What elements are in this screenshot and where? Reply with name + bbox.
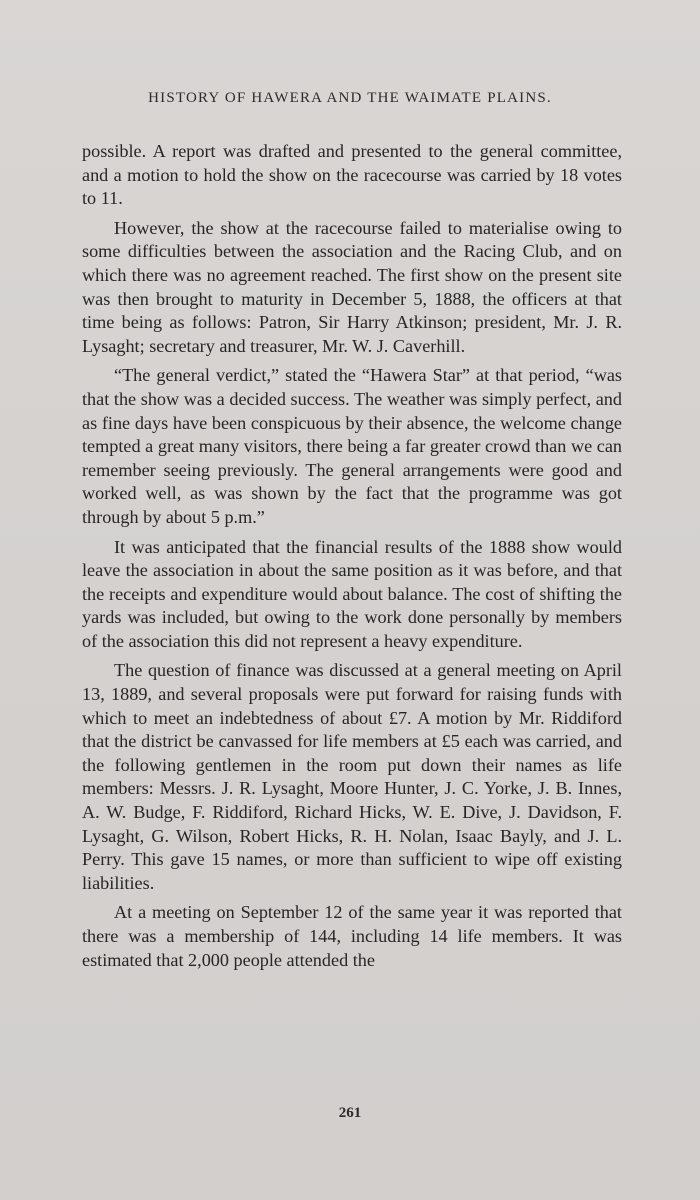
paragraph-4: It was anticipated that the financial results of the 1888 show would leave the association in about the same position as it was before, and that the receipts and expenditure would about balance. The cost of shifting the yards was included, but owing to the work done personally by members of the association this did not represent a heavy expenditure. bbox=[82, 536, 622, 651]
paragraph-3: “The general verdict,” stated the “Hawera Star” at that period, “was that the show was a decided success. The weather was simply perfect, and as fine days have been conspicuous by their absence, the welcome change tempted a great many visitors, there being a far greater crowd than we can remember seeing previously. The general arrangements were good and worked well, as was shown by the fact that the programme was got through by about 5 p.m.” bbox=[82, 365, 622, 527]
paragraph-2: However, the show at the racecourse failed to materialise owing to some difficulties between the association and the Racing Club, and on which there was no agreement reached. The first show on the present site was then brought to maturity in December 5, 1888, the officers at that time being as follows: Patron, Sir Harry Atkinson; president, Mr. J. R. Lysaght; secretary and treasurer, Mr. W. J. Caverhill. bbox=[82, 217, 622, 356]
paragraph-5: The question of finance was discussed at a general meeting on April 13, 1889, and several proposals were put forward for raising funds with which to meet an indebtedness of about £7. A motion by Mr. Riddiford that the district be canvassed for life members at £5 each was carried, and the following gentlemen in the room put down their names as life members: Messrs. J. R. Lysaght, Moore Hunter, J. C. Yorke, J. B. Innes, A. W. Budge, F. Riddiford, Richard Hicks, W. E. Dive, J. Davidson, F. Lysaght, G. Wilson, Robert Hicks, R. H. Nolan, Isaac Bayly, and J. L. Perry. This gave 15 names, or more than sufficient to wipe off existing liabilities. bbox=[82, 660, 622, 893]
running-header: HISTORY OF HAWERA AND THE WAIMATE PLAINS. bbox=[148, 90, 552, 106]
paragraph-1: possible. A report was drafted and presented to the general committee, and a motion to hold the show on the racecourse was carried by 18 votes to 11. bbox=[82, 141, 622, 209]
page-number: 261 bbox=[338, 1105, 362, 1121]
paragraph-6: At a meeting on September 12 of the same year it was reported that there was a membership of 144, including 14 life members. It was estimated that 2,000 people attended the bbox=[82, 902, 622, 970]
body-text bbox=[82, 140, 622, 978]
